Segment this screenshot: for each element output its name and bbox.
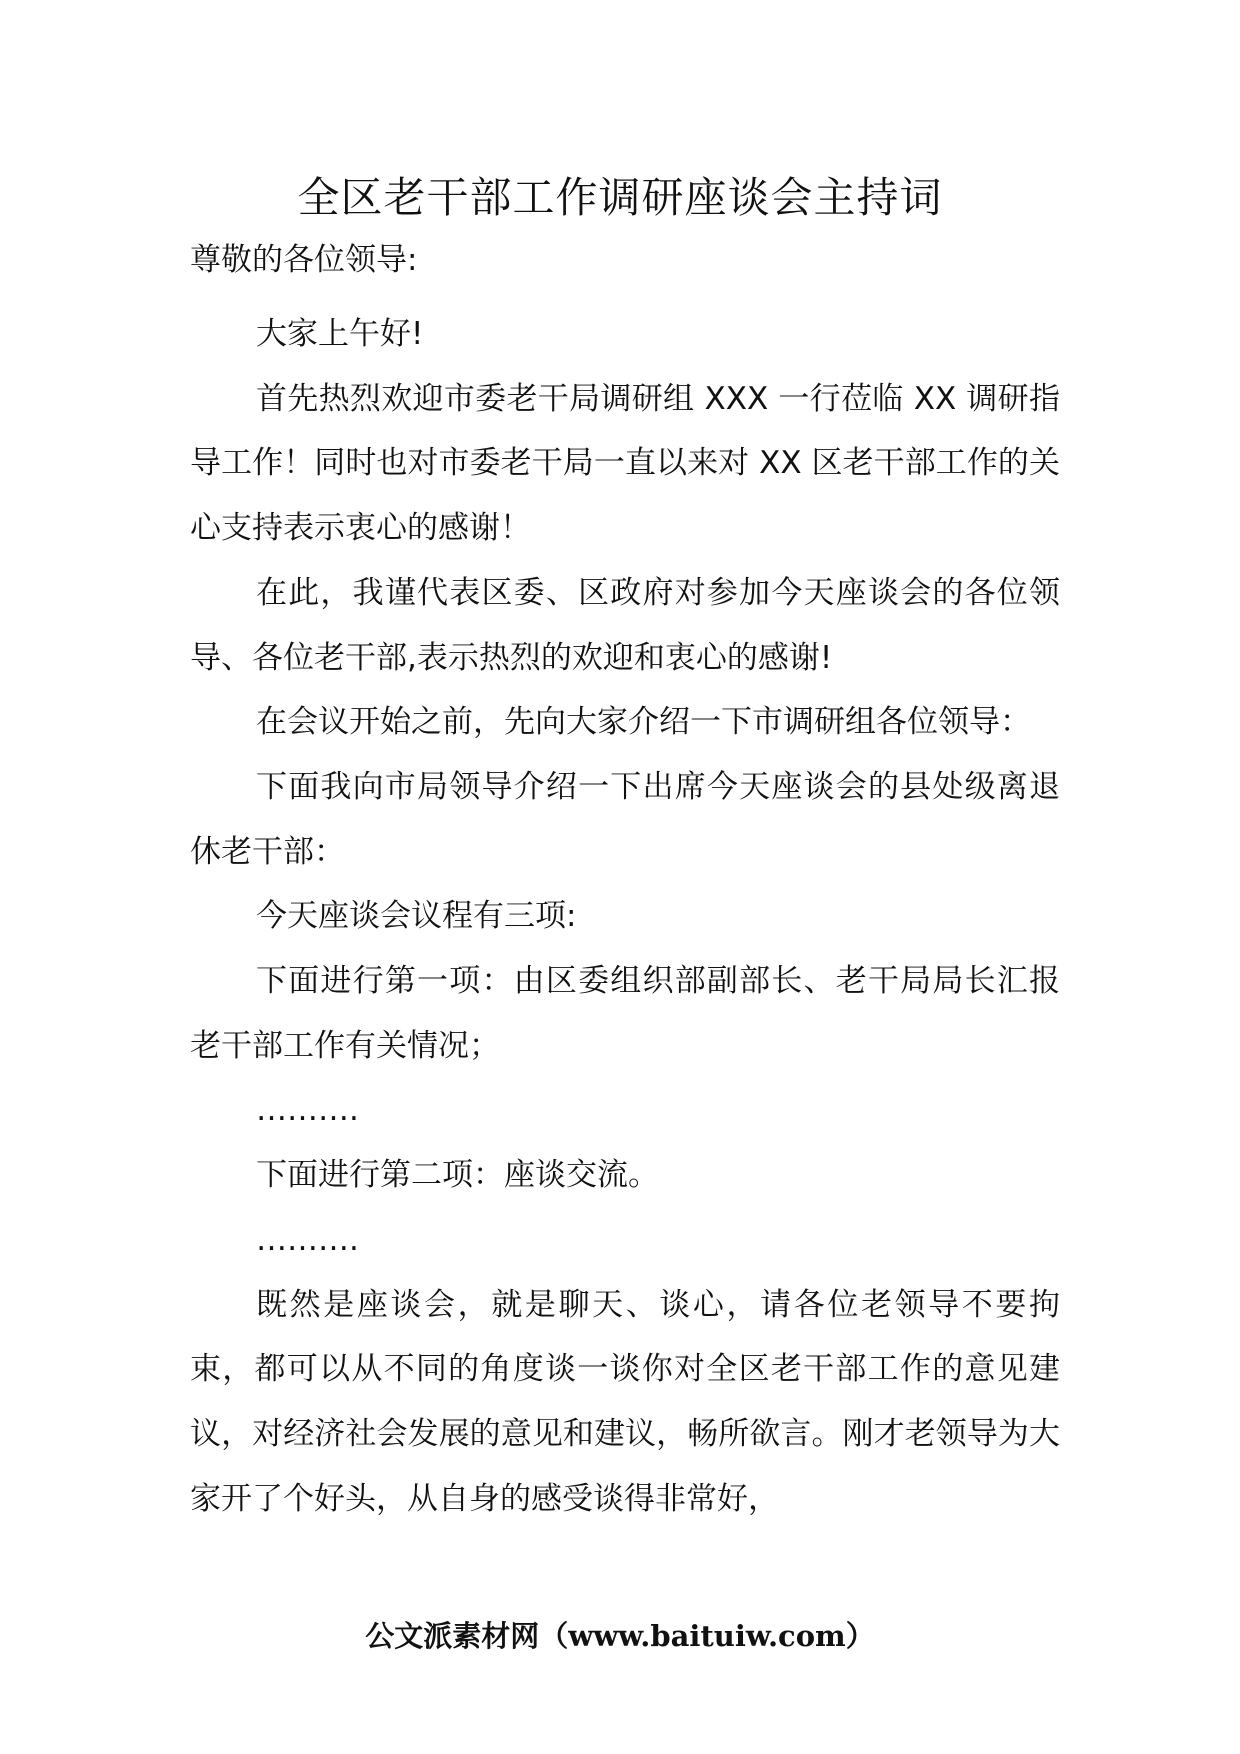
paragraph-ellipsis: ………. (256, 1092, 359, 1129)
paragraph-discussion: 既然是座谈会，就是聊天、谈心，请各位老领导不要拘束，都可以从不同的角度谈一谈你对全区老干部工作的意见建议，对经济社会发展的意见和建议，畅所欲言。刚才老领导为大家开了个好头，从自身的感受谈得非常好， (190, 1286, 1060, 1517)
document-body (190, 302, 1060, 1531)
paragraph-agenda: 今天座谈会议程有三项: (256, 898, 577, 935)
paragraph-greeting: 大家上午好! (256, 316, 424, 352)
paragraph-intro-retired-cadres: 下面我向市局领导介绍一下出席今天座谈会的县处级离退休老干部： (190, 768, 1060, 870)
paragraph-welcome: 首先热烈欢迎市委老干局调研组 XXX 一行莅临 XX 调研指导工作！同时也对市委老干局一直以来对 XX 区老干部工作的关心支持表示衷心的感谢！ (190, 380, 1060, 547)
paragraph-item-two: 下面进行第二项：座谈交流。 (256, 1157, 659, 1194)
paragraph-intro-research-group: 在会议开始之前，先向大家介绍一下市调研组各位领导： (256, 704, 1031, 741)
footer-watermark: 公文派素材网（www.baituiw.com） (365, 1619, 875, 1653)
paragraph-item-one: 下面进行第一项：由区委组织部副部长、老干局局长汇报老干部工作有关情况； (190, 963, 1060, 1064)
salutation: 尊敬的各位领导: (190, 242, 418, 278)
document-title: 全区老干部工作调研座谈会主持词 (297, 173, 943, 222)
paragraph-ellipsis: ………. (256, 1221, 359, 1258)
paragraph-thanks: 在此，我谨代表区委、区政府对参加今天座谈会的各位领导、各位老干部,表示热烈的欢迎和衷心的感谢! (190, 574, 1060, 676)
